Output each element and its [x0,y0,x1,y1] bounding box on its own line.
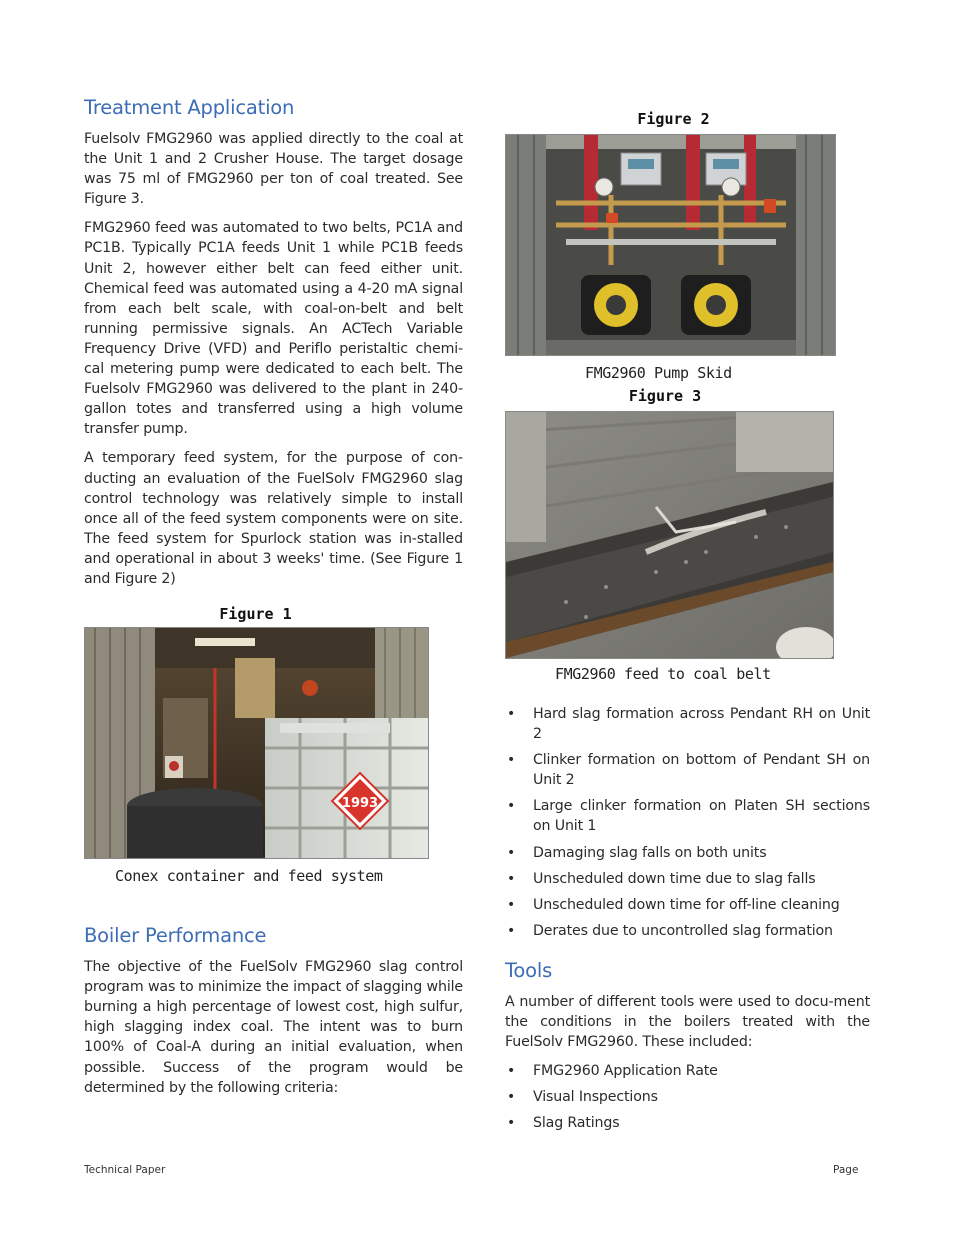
list-item: • Hard slag formation across Pendant RH on Unit 2 [507,706,870,743]
figure-2-caption: FMG2960 Pump Skid [585,364,732,382]
figure-3 [505,387,870,683]
list-item: • Derates due to uncontrolled slag formation [505,921,870,941]
treatment-paragraph-1: Fuelsolv FMG2960 was applied directly to the coal at the Unit 1 and 2 Crusher House. The target dosage was 75 ml of FMG2960 per ton of coal treated. See Figure 3. [84,131,463,208]
bullet-icon: • [507,1115,516,1132]
right-column [505,110,870,1140]
boiler-paragraph: The objective of the FuelSolv FMG2960 slag control program was to minimize the impact of slagging while burning a high percentage of lowest cost, high sulfur, high slagging index coal. The intent was to burn 100% of Coal-A during an initial evaluation, when possible. Success of the program would be determined by the following criteria: [84,959,463,1096]
bullet-icon: • [507,896,516,913]
bullet-icon: • [507,1063,516,1080]
figure-1-photo [84,627,429,859]
tools-paragraph: A number of different tools were used to docu-ment the conditions in the boilers treated with the FuelSolv FMG2960. These included: [505,993,870,1051]
list-item: • Slag Ratings [505,1113,870,1133]
list-item: • Damaging slag falls on both units [505,843,870,863]
list-item: • Visual Inspections [505,1087,870,1107]
figure-2-photo [505,134,836,356]
list-item: • Unscheduled down time for off-line cleaning [505,895,870,915]
figure-1 [84,605,463,885]
boiler-heading: Boiler Performance [84,924,267,948]
criteria-list [505,704,870,941]
bullet-icon: • [507,706,516,722]
figure-1-caption: Conex container and feed system [115,867,383,886]
bullet-icon: • [507,844,516,861]
tools-heading: Tools [505,958,553,982]
bullet-icon: • [507,752,516,769]
figure-2-title: Figure 2 [637,110,710,128]
figure-3-title: Figure 3 [628,387,702,405]
list-item: • Unscheduled down time due to slag falls [505,869,870,889]
bullet-icon: • [507,798,516,815]
treatment-heading: Treatment Application [84,96,295,119]
footer-left: Technical Paper [84,1164,166,1176]
footer-page-label: Page [833,1164,859,1176]
figure-1-title: Figure 1 [219,605,292,624]
bullet-icon: • [507,1089,516,1106]
tools-list [505,1061,870,1133]
list-item: • Large clinker formation on Platen SH sections on Unit 1 [507,798,870,835]
bullet-icon: • [507,922,516,939]
figure-2 [505,110,870,382]
treatment-paragraph-3: A temporary feed system, for the purpose of con-ducting an evaluation of the FuelSolv FMG2960 slag control technology was relatively simple to install once all of the feed system components were on site. The feed system for Spurlock station was in-stalled and operational in about 3 weeks' time. (See Figure 1 and Figure 2) [84,450,463,587]
treatment-paragraph-2: FMG2960 feed was automated to two belts, PC1A and PC1B. Typically PC1A feeds Unit 1 while PC1B feeds Unit 2, however either belt can feed either unit. Chemical feed was automated using a 4-20 mA signal from each belt scale, with coal-on-belt and belt running permissive signals. An ACTech Variable Frequency Drive (VFD) and Periflo peristaltic chemi-cal metering pump were dedicated to each belt. The Fuelsolv FMG2960 was delivered to the plant in 240-gallon totes and transferred using a high volume transfer pump. [84,220,463,438]
placard-text: 1993 [341,796,379,812]
list-item: • FMG2960 Application Rate [505,1061,870,1081]
figure-3-caption: FMG2960 feed to coal belt [555,665,771,683]
list-item: • Clinker formation on bottom of Pendant SH on Unit 2 [507,752,870,789]
left-column [84,96,463,1107]
bullet-icon: • [507,870,516,887]
figure-3-photo [505,411,834,659]
